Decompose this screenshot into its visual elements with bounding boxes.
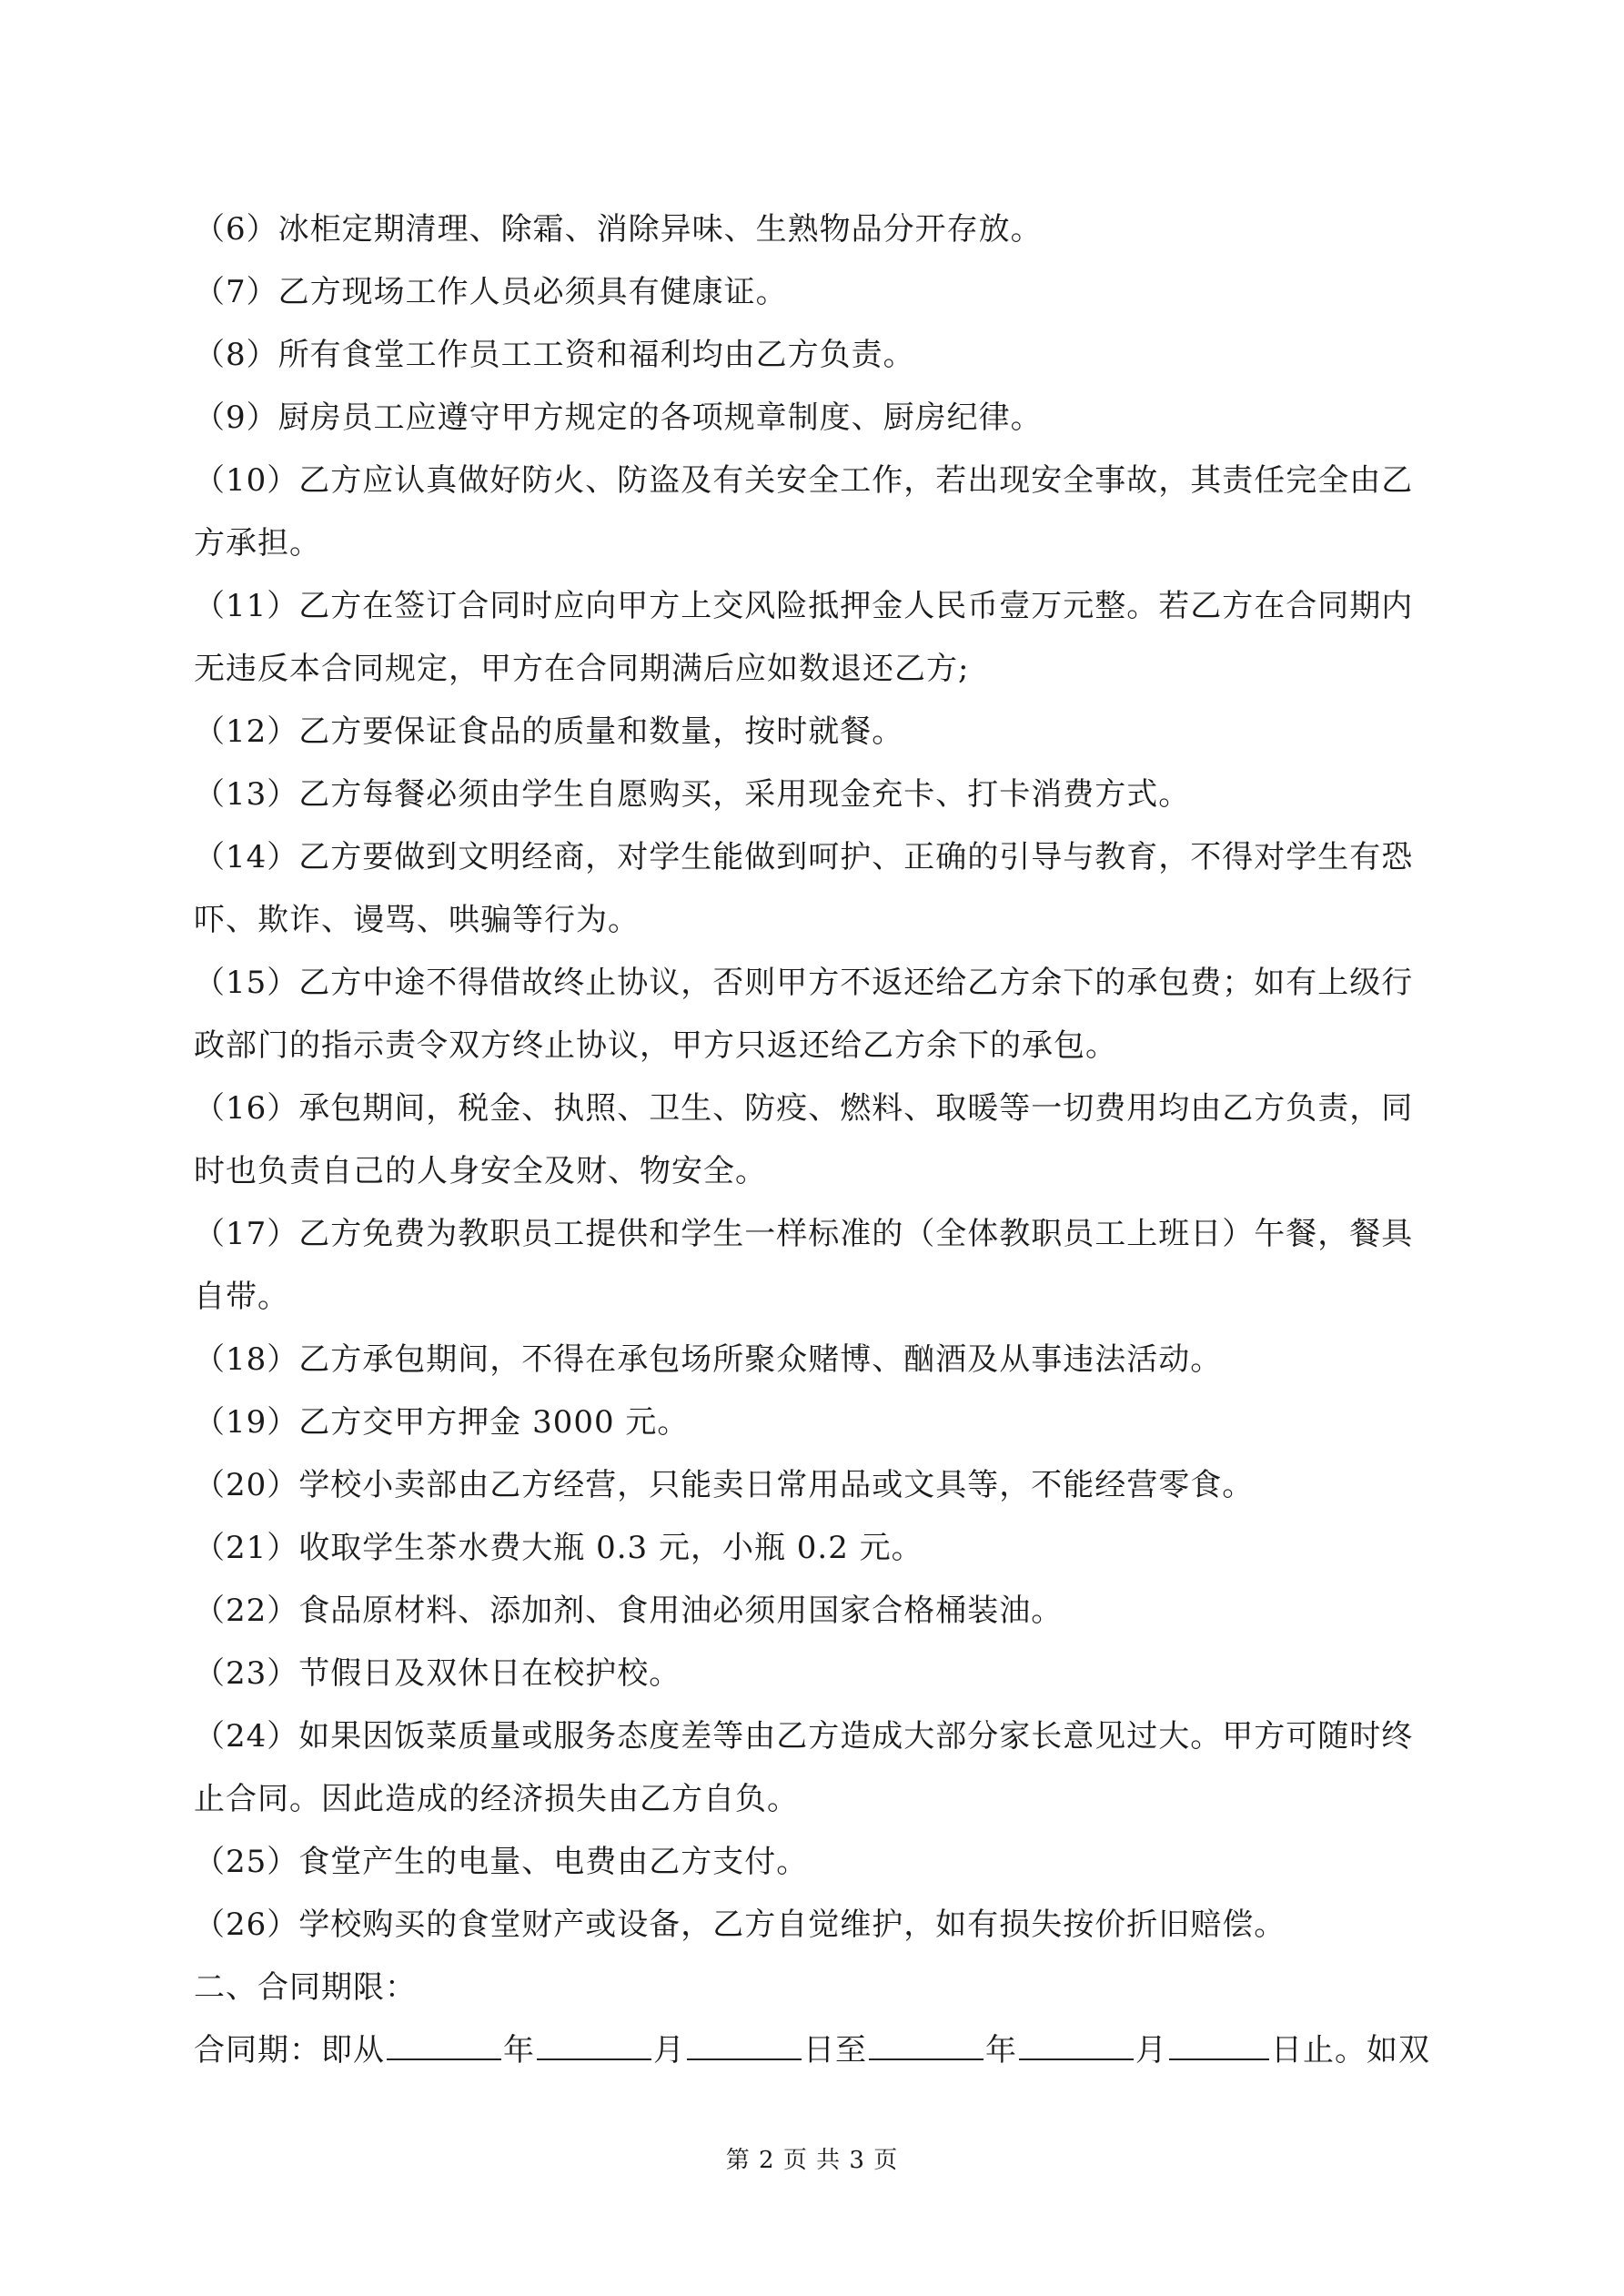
page-number-footer: 第 2 页 共 3 页	[725, 2147, 899, 2174]
clause-18: （18）乙方承包期间，不得在承包场所聚众赌博、酗酒及从事违法活动。	[194, 1341, 1223, 1378]
clause-16-line-1: （16）承包期间，税金、执照、卫生、防疫、燃料、取暖等一切费用均由乙方负责，同	[194, 1090, 1414, 1127]
clause-7: （7）乙方现场工作人员必须具有健康证。	[194, 274, 788, 310]
clause-15-line-1: （15）乙方中途不得借故终止协议，否则甲方不返还给乙方余下的承包费；如有上级行	[194, 965, 1414, 1001]
clause-14-line-2: 吓、欺诈、谩骂、哄骗等行为。	[194, 902, 640, 938]
clause-24-line-1: （24）如果因饭菜质量或服务态度差等由乙方造成大部分家长意见过大。甲方可随时终	[194, 1718, 1414, 1755]
clause-24-line-2: 止合同。因此造成的经济损失由乙方自负。	[194, 1781, 799, 1817]
term-year-label-2: 年	[985, 2032, 1017, 2068]
term-end-text: 日止。如双	[1271, 2032, 1430, 2068]
clause-17-line-2: 自带。	[194, 1279, 289, 1315]
contract-term-line	[194, 2019, 1436, 2082]
clause-8: （8）所有食堂工作员工工资和福利均由乙方负责。	[194, 337, 915, 373]
clause-25: （25）食堂产生的电量、电费由乙方支付。	[194, 1844, 809, 1880]
clause-17-line-1: （17）乙方免费为教职员工提供和学生一样标准的（全体教职员工上班日）午餐，餐具	[194, 1216, 1414, 1252]
end-month-blank[interactable]	[1019, 2058, 1134, 2060]
clause-9: （9）厨房员工应遵守甲方规定的各项规章制度、厨房纪律。	[194, 400, 1043, 436]
term-day-label-1: 日至	[803, 2032, 867, 2068]
start-month-blank[interactable]	[537, 2058, 651, 2060]
clause-14-line-1: （14）乙方要做到文明经商，对学生能做到呵护、正确的引导与教育，不得对学生有恐	[194, 839, 1414, 875]
clause-12: （12）乙方要保证食品的质量和数量，按时就餐。	[194, 713, 904, 750]
clause-21: （21）收取学生茶水费大瓶 0.3 元，小瓶 0.2 元。	[194, 1530, 923, 1566]
term-month-label-1: 月	[653, 2032, 685, 2068]
clause-20: （20）学校小卖部由乙方经营，只能卖日常用品或文具等，不能经营零食。	[194, 1467, 1255, 1503]
clause-11-line-1: （11）乙方在签订合同时应向甲方上交风险抵押金人民币壹万元整。若乙方在合同期内	[194, 588, 1414, 624]
clause-15-line-2: 政部门的指示责令双方终止协议，甲方只返还给乙方余下的承包。	[194, 1027, 1117, 1064]
clause-13: （13）乙方每餐必须由学生自愿购买，采用现金充卡、打卡消费方式。	[194, 776, 1191, 813]
start-day-blank[interactable]	[687, 2058, 802, 2060]
start-year-blank[interactable]	[387, 2058, 501, 2060]
term-month-label-2: 月	[1135, 2032, 1167, 2068]
term-year-label-1: 年	[503, 2032, 535, 2068]
end-year-blank[interactable]	[869, 2058, 983, 2060]
end-day-blank[interactable]	[1169, 2058, 1269, 2060]
clause-6: （6）冰柜定期清理、除霜、消除异味、生熟物品分开存放。	[194, 211, 1043, 248]
clause-19: （19）乙方交甲方押金 3000 元。	[194, 1404, 690, 1441]
clause-10-line-1: （10）乙方应认真做好防火、防盗及有关安全工作，若出现安全事故，其责任完全由乙	[194, 462, 1414, 499]
section-heading-contract-term: 二、合同期限：	[194, 1969, 417, 2006]
document-body	[194, 198, 1436, 2082]
term-prefix: 合同期：即从	[194, 2032, 385, 2068]
clause-23: （23）节假日及双休日在校护校。	[194, 1655, 681, 1692]
clause-11-line-2: 无违反本合同规定，甲方在合同期满后应如数退还乙方;	[194, 651, 970, 687]
clause-26: （26）学校购买的食堂财产或设备，乙方自觉维护，如有损失按价折旧赔偿。	[194, 1907, 1286, 1943]
clause-22: （22）食品原材料、添加剂、食用油必须用国家合格桶装油。	[194, 1593, 1064, 1629]
clause-10-line-2: 方承担。	[194, 525, 321, 561]
clause-16-line-2: 时也负责自己的人身安全及财、物安全。	[194, 1153, 767, 1189]
